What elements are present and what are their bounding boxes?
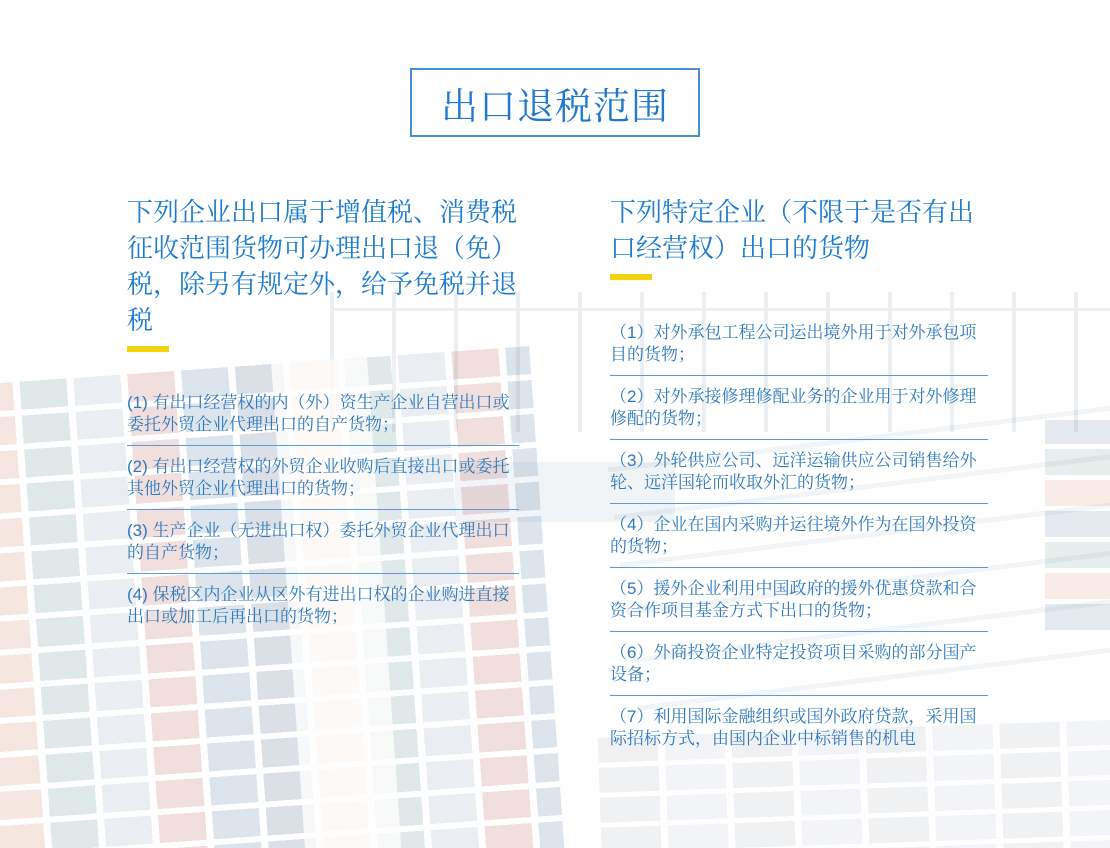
list-item: （5）援外企业利用中国政府的援外优惠贷款和合资合作项目基金方式下出口的货物； — [610, 568, 988, 632]
section-specific-enterprises — [610, 194, 988, 759]
page-title-box — [410, 68, 700, 137]
list-item: (3) 生产企业（无进出口权）委托外贸企业代理出口的自产货物； — [127, 510, 519, 574]
page-title: 出口退税范围 — [441, 85, 669, 127]
list-item: (1) 有出口经营权的内（外）资生产企业自营出口或委托外贸企业代理出口的自产货物； — [127, 382, 519, 446]
list-item: (2) 有出口经营权的外贸企业收购后直接出口或委托其他外贸企业代理出口的货物； — [127, 446, 519, 510]
list-item: （1）对外承包工程公司运出境外用于对外承包项目的货物； — [610, 312, 988, 376]
left-item-list — [127, 382, 519, 637]
right-section-heading: 下列特定企业（不限于是否有出口经营权）出口的货物 — [610, 197, 975, 263]
list-item: （7）利用国际金融组织或国外政府贷款，采用国际招标方式，由国内企业中标销售的机电 — [610, 707, 977, 748]
list-item: （6）外商投资企业特定投资项目采购的部分国产设备； — [610, 632, 988, 696]
left-yellow-divider — [127, 346, 169, 352]
list-item: （2）对外承接修理修配业务的企业用于对外修理修配的货物； — [610, 376, 988, 440]
list-item: (4) 保税区内企业从区外有进出口权的企业购进直接出口或加工后再出口的货物； — [127, 585, 510, 626]
left-section-heading: 下列企业出口属于增值税、消费税征收范围货物可办理出口退（免）税，除另有规定外，给予免税并退税 — [127, 197, 518, 335]
list-item: （4）企业在国内采购并运往境外作为在国外投资的货物； — [610, 504, 988, 568]
right-yellow-divider — [610, 274, 652, 280]
right-item-list — [610, 312, 988, 759]
list-item: （3）外轮供应公司、远洋运输供应公司销售给外轮、远洋国轮而收取外汇的货物； — [610, 440, 988, 504]
section-general-enterprises — [127, 194, 519, 637]
